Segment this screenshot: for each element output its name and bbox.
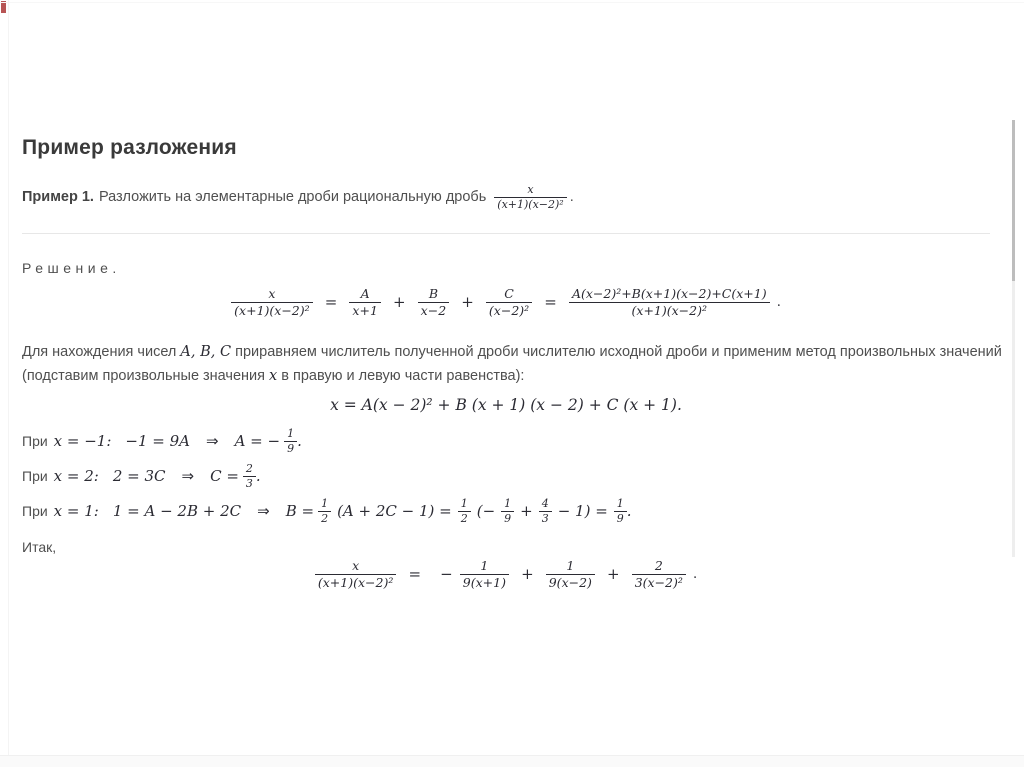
period: . [692, 566, 698, 582]
example-label: Пример 1. [22, 189, 94, 205]
fraction-combined: $\frac{\text{A(x−2)²+B(x+1)(x−2)+C(x+1)}}{\text{(x+1)(x−2)²}}$ [569, 286, 770, 318]
case-equation: 1 = A − 2B + 2C [112, 502, 242, 520]
case-condition: x = −1: [53, 432, 112, 450]
equation-decomposition [22, 286, 990, 318]
conclusion-label: Итак, [22, 539, 57, 555]
plus-sign: + [520, 502, 533, 520]
period: . [776, 294, 781, 310]
plus-sign: + [521, 565, 534, 584]
fraction-C-term: $\frac{C}{\text{(x−2)²}}$ [486, 286, 532, 318]
fraction-lhs: $\frac{x}{\text{(x+1)(x−2)²}}$ [231, 286, 312, 318]
case-expression: (A + 2C − 1) = [337, 502, 452, 520]
close-paren: − 1) = [557, 502, 608, 520]
example-text: Разложить на элементарные дроби рациональную дробь [98, 189, 487, 205]
fraction-example: $\frac{x}{\text{(x+1)(x−2)²}}$ [494, 183, 566, 212]
fraction-one-ninth: $\frac{1}{9}$ [284, 427, 297, 456]
variables-abc: A, B, C [180, 344, 232, 360]
fraction-one-ninth: $\frac{1}{9}$ [614, 497, 627, 526]
fraction-term-1: $\frac{1}{9(x+1)}$ [460, 558, 509, 590]
implies-arrow: ⇒ [257, 503, 270, 520]
implies-arrow: ⇒ [181, 468, 195, 485]
minus-sign: − [440, 565, 453, 584]
plus-sign: + [607, 565, 620, 584]
period: . [255, 467, 261, 485]
case-label: При [22, 503, 48, 519]
fraction-term-2: $\frac{1}{9(x-2)}$ [546, 558, 595, 590]
case-label: При [22, 468, 48, 484]
method-paragraph [22, 340, 1007, 388]
paragraph-text: Для нахождения чисел [22, 344, 177, 360]
solution-label: Решение. [22, 260, 121, 276]
case-result: B = [285, 502, 315, 520]
scrollbar-thumb[interactable] [1012, 120, 1015, 281]
implies-arrow: ⇒ [206, 433, 219, 450]
variable-x: x [269, 368, 278, 384]
fraction-one-half: $\frac{1}{2}$ [318, 497, 331, 526]
case-equation: 2 = 3C [112, 467, 166, 485]
case-x-equals-2 [22, 461, 261, 491]
fraction-A-term: $\frac{A}{x+1}$ [349, 286, 380, 318]
paragraph-text: в правую и левую части равенства): [281, 368, 525, 384]
plus-sign: + [461, 293, 474, 312]
equals-sign: = [324, 293, 338, 312]
plus-sign: + [393, 293, 406, 312]
case-result: C = [210, 467, 239, 485]
fraction-lhs: $\frac{x}{\text{(x+1)(x−2)²}}$ [315, 558, 396, 590]
case-condition: x = 2: [53, 467, 99, 485]
example-statement [22, 178, 574, 216]
top-edge-line [0, 2, 1024, 3]
case-result: A = − [234, 432, 281, 450]
fraction-term-3: $\frac{2}{\text{3(x−2)²}}$ [632, 558, 686, 590]
equals-sign: = [408, 565, 422, 584]
period: . [569, 189, 574, 205]
fraction-one-ninth: $\frac{1}{9}$ [501, 497, 514, 526]
equation-numerators: x = A(x − 2)² + B (x + 1) (x − 2) + C (x + 1). [330, 396, 682, 414]
open-paren: (− [476, 502, 496, 520]
fraction-four-thirds: $\frac{4}{3}$ [539, 497, 552, 526]
case-label: При [22, 433, 48, 449]
period: . [626, 502, 632, 520]
bottom-edge-strip [0, 755, 1024, 767]
case-x-minus-1 [22, 426, 302, 456]
period: . [297, 432, 302, 450]
case-condition: x = 1: [53, 502, 99, 520]
equation-result [22, 558, 990, 590]
case-x-equals-1 [22, 496, 632, 526]
horizontal-divider [22, 233, 990, 234]
left-edge-line [8, 0, 9, 755]
scrollbar-track[interactable] [1012, 120, 1015, 557]
equals-sign: = [544, 293, 557, 312]
fraction-B-term: $\frac{B}{x-2}$ [418, 286, 449, 318]
fraction-two-thirds: $\frac{2}{3}$ [243, 462, 256, 491]
page-title: Пример разложения [22, 136, 237, 159]
paragraph-text: приравняем числитель полученной дроби числителю исходной дроби и применим метод произвольных значений (подставим произвольные значения [22, 344, 1002, 384]
case-equation: −1 = 9A [125, 432, 190, 450]
fraction-one-half: $\frac{1}{2}$ [458, 497, 471, 526]
